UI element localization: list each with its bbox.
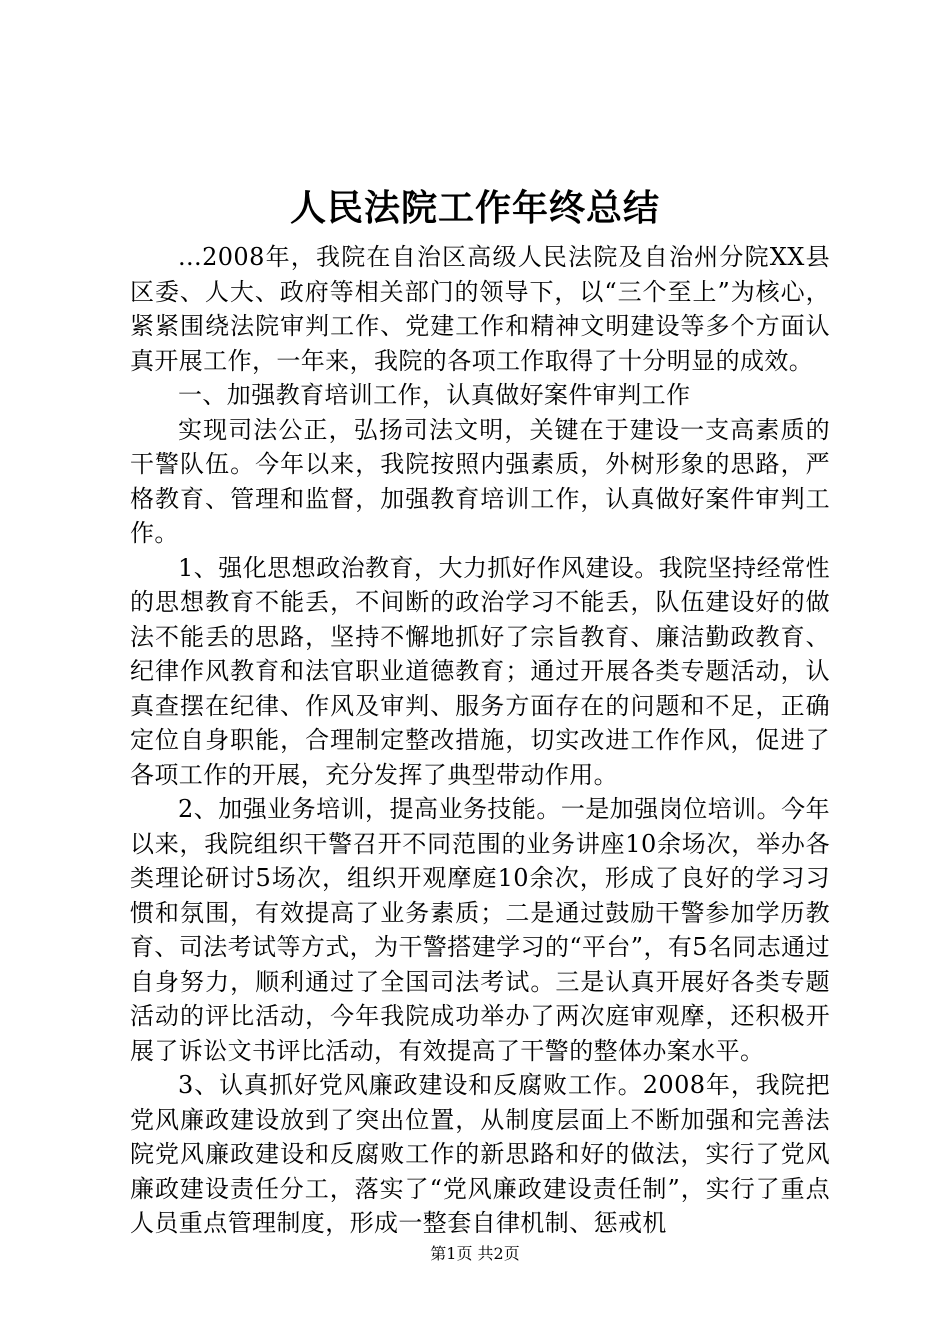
document-body <box>130 240 830 1241</box>
item-3-paragraph: 3、认真抓好党风廉政建设和反腐败工作。2008年，我院把党风廉政建设放到了突出位置，从制度层面上不断加强和完善法院党风廉政建设和反腐败工作的新思路和好的做法，实行了党风廉政建设责任分工，落实了“党风廉政建设责任制”，实行了重点人员重点管理制度，形成一整套自律机制、惩戒机 <box>130 1071 830 1237</box>
section-heading-1: 一、加强教育培训工作，认真做好案件审判工作 <box>178 381 691 409</box>
item-1-paragraph: 1、强化思想政治教育，大力抓好作风建设。我院坚持经常性的思想教育不能丢，不间断的政治学习不能丢，队伍建设好的做法不能丢的思路，坚持不懈地抓好了宗旨教育、廉洁勤政教育、纪律作风教育和法官职业道德教育；通过开展各类专题活动，认真查摆在纪律、作风及审判、服务方面存在的问题和不足，正确定位自身职能，合理制定整改措施，切实改进工作作风，促进了各项工作的开展，充分发挥了典型带动作用。 <box>130 553 830 789</box>
page-number-footer: 第1页 共2页 <box>430 1244 520 1263</box>
document-title: 人民法院工作年终总结 <box>289 187 660 229</box>
section-1-intro-paragraph: 实现司法公正，弘扬司法文明，关键在于建设一支高素质的干警队伍。今年以来，我院按照内强素质，外树形象的思路，严格教育、管理和监督，加强教育培训工作，认真做好案件审判工作。 <box>130 415 830 547</box>
item-2-paragraph: 2、加强业务培训，提高业务技能。一是加强岗位培训。今年以来，我院组织干警召开不同范围的业务讲座10余场次，举办各类理论研讨5场次，组织开观摩庭10余次，形成了良好的学习习惯和氛围，有效提高了业务素质；二是通过鼓励干警参加学历教育、司法考试等方式，为干警搭建学习的“平台”，有5名同志通过自身努力，顺利通过了全国司法考试。三是认真开展好各类专题活动的评比活动，今年我院成功举办了两次庭审观摩，还积极开展了诉讼文书评比活动，有效提高了干警的整体办案水平。 <box>130 795 830 1065</box>
intro-paragraph: ...2008年，我院在自治区高级人民法院及自治州分院XX县区委、人大、政府等相关部门的领导下，以“三个至上”为核心，紧紧围绕法院审判工作、党建工作和精神文明建设等多个方面认真开展工作，一年来，我院的各项工作取得了十分明显的成效。 <box>130 243 830 375</box>
